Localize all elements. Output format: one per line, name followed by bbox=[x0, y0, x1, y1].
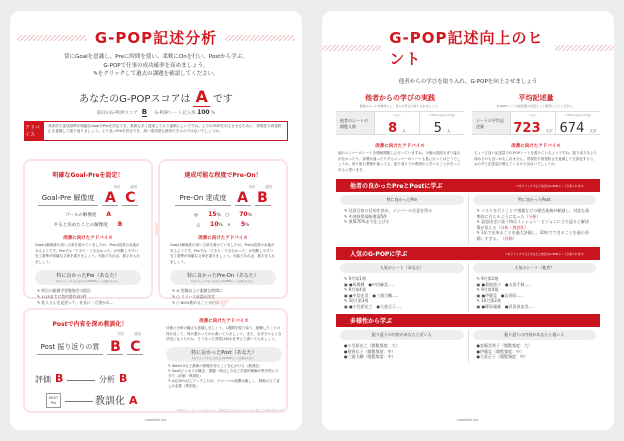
viewer-names: ▣ ●伊藤晃 ●岩田昭..... bbox=[477, 293, 593, 299]
sheet-link[interactable]: ✎ 社員合宿の目的を決め、メンバーの合意を得る bbox=[344, 208, 460, 214]
col-heading: 人気のシート（他者） bbox=[473, 263, 597, 273]
pill-sub: ✎をクリックするとあなたのG-POPシートが見られます。 bbox=[55, 280, 121, 283]
eval-value: B bbox=[55, 372, 64, 385]
footer-company: codefakt Inc. bbox=[456, 418, 480, 422]
item-tag: （評価） bbox=[500, 235, 517, 241]
stat-unit: 文字 bbox=[589, 129, 597, 133]
good-pre-post-banner bbox=[336, 179, 600, 192]
item-text: 意思決定に迷う時はミッション・ビジョンに立ち返ると解決策が見える bbox=[476, 219, 589, 230]
best-post-pill bbox=[166, 347, 282, 362]
average-advice bbox=[472, 141, 600, 175]
intro-line: 常にGoalを意識し、Preに時間を使い、柔軟にOnを行い、Postから学ぶ。 bbox=[64, 54, 248, 60]
good-post-list bbox=[473, 205, 597, 244]
grade-row bbox=[160, 191, 286, 206]
analysis-label: 分析 bbox=[99, 375, 115, 384]
stat-unit: 文字 bbox=[545, 129, 553, 133]
rate-value: 15 bbox=[208, 211, 217, 218]
viewer-names: ▣ ●小笠原宏之 ●大倉正子..... bbox=[344, 304, 460, 310]
rate-value: 5 bbox=[240, 221, 246, 228]
stat-table bbox=[472, 111, 600, 135]
lesson-label: 教訓化 bbox=[95, 396, 125, 407]
good-pre-post bbox=[336, 195, 600, 244]
person-link[interactable]: ●星野広子（閲覧頻度：中） bbox=[344, 348, 396, 354]
viewer-names: ▣ ●篠原義雄 ●沢田真由美..... bbox=[477, 304, 593, 310]
fill-rate-value: 100 bbox=[197, 108, 210, 116]
sheet-link[interactable]: ✎ ○ リリース承認が決定 bbox=[172, 294, 274, 300]
person-link[interactable]: ●大倉正子（閲覧頻度：中） bbox=[476, 354, 528, 359]
advice-text: Goalは解像度の高い文章を書けていましたが、Preは改善の余地があるようです。Preでは「できた・できなかった」が判断しやすい完了基準が明確な文章を書きましょう。可能であれば、数字を入れましょう。 bbox=[35, 243, 140, 264]
stat-unit: 人 bbox=[402, 129, 406, 133]
popular-you-col bbox=[336, 263, 469, 312]
rate-unit: % bbox=[218, 223, 223, 228]
item-text: ぐるりを行うことで週報などの報告業務が軽減し、対話も効率的に行えるようになった bbox=[476, 208, 590, 219]
hints-page bbox=[322, 11, 614, 430]
page-title-row bbox=[322, 27, 614, 69]
sheet-link[interactable]: ✎ 明日の総務学習勉強会の提出 bbox=[37, 288, 139, 294]
pill-title: 特に良かったPost（あなた） bbox=[191, 349, 257, 356]
grade-row bbox=[25, 340, 155, 355]
advice-text: ちょうど良い記述量でG-POPシートを書けているようですね。振り返りをより深めるのも良いかもしれません。再現性や再発防止を意識して言語化すると、おのずと記述量が増えてくるのではないでしょうか。 bbox=[474, 151, 597, 166]
stats-row bbox=[322, 93, 614, 135]
pill-title: 特に良かったPre-On（あなた） bbox=[187, 273, 259, 279]
grade-prev: C bbox=[127, 340, 143, 355]
viewer-names: ▣ ●菊地恵子 ●太田千秋..... bbox=[477, 282, 593, 288]
card-title: Postで内省を深め教訓化！ bbox=[52, 321, 128, 328]
grade-prev: C bbox=[122, 191, 138, 206]
stat-value: 674 bbox=[559, 121, 585, 136]
rate-symbol: △ bbox=[196, 223, 201, 228]
flow-arrow-down bbox=[216, 300, 230, 308]
item-text: 1年で出来ることを過大評価し、10年でできることを過小評価しすぎる。 bbox=[476, 230, 589, 241]
good-post-col bbox=[469, 195, 601, 244]
head-now: 今回 bbox=[248, 185, 255, 189]
grade-label: Goal-Pre 解像度 bbox=[38, 193, 99, 206]
sub-grade: A bbox=[106, 211, 112, 218]
popular-others-col bbox=[469, 263, 601, 312]
intro-line: ✎をクリックして過去の課題を確認してください。 bbox=[93, 71, 219, 77]
stat-row-label: シートの平均記述量 bbox=[472, 112, 510, 134]
advice-heading: 改善に向けたアドバイス bbox=[511, 144, 561, 149]
best-post-list bbox=[160, 362, 288, 389]
advice-text: 具体的で達成基準が明確なGoalやPreを設定でき、業務も多く達成しており素晴らしいですね。よりG-POPを向上させるために、再現性や再発防止を意識して振り返りましょう。より良いPreを設定でき、高い達成度も維持できるのではないでしょうか。 bbox=[48, 123, 282, 133]
lesson-grade bbox=[95, 392, 138, 407]
rate-symbol: ○ bbox=[225, 213, 230, 218]
col-heading: 振り返りの内容があなたと近い人 bbox=[340, 330, 464, 340]
grade-row bbox=[25, 191, 151, 206]
score-suffix: です bbox=[212, 93, 233, 105]
stat-you bbox=[510, 112, 555, 134]
near-list bbox=[340, 340, 464, 363]
lesson-value: A bbox=[129, 394, 138, 407]
head-prev: 前回 bbox=[134, 332, 141, 336]
far-list bbox=[473, 340, 597, 363]
grade-label: Post 振り返りの質 bbox=[37, 342, 104, 355]
sheet-link[interactable]: ✎ 執筆70%まで仕上げる bbox=[344, 219, 460, 225]
eval-label: 評価 bbox=[35, 375, 51, 384]
stat-avg bbox=[419, 112, 464, 134]
flow-line bbox=[65, 401, 93, 402]
fill-rate-unit: % bbox=[211, 110, 216, 116]
col-head: G-POP全社員の平均値 bbox=[429, 114, 455, 117]
analysis-value: B bbox=[119, 372, 128, 385]
pill-sub: ✎をクリックするとあなたのG-POPシートが見られます。 bbox=[191, 356, 257, 360]
page-title-row bbox=[10, 27, 302, 48]
grade-head bbox=[25, 332, 155, 337]
stat-table bbox=[336, 111, 464, 135]
card-title: 明確なGoal-Preを設定！ bbox=[52, 172, 124, 179]
sheet-link[interactable]: ✎ 1/15までに契約書作成3件 bbox=[37, 294, 139, 300]
section-title: 人気のG-POPに学ぶ bbox=[350, 251, 408, 258]
head-prev: 前回 bbox=[130, 185, 137, 189]
col-head: あなた bbox=[529, 114, 537, 117]
flow-line bbox=[67, 380, 95, 381]
stat-desc: G-POPシートの記述量の目安として参考にしてください。 bbox=[496, 104, 576, 108]
advice-text: 他のメンバーのシートを積極閲覧しに行っていますね。今後は普段あまり接点がなかったり、部署が違ったりするメンバーのシートも見に行ってはどうでしょうか。取り組む業務が違っても、振り返りでの教訓から学べることがきっとあると思います。 bbox=[338, 151, 461, 172]
popular-you-list bbox=[340, 273, 464, 312]
viewer-names: ▣ ●中島宏美 ●三浦大輔..... bbox=[344, 293, 460, 299]
advice-text: Goalは解像度の高い文章を書けていましたが、Preは改善の余地があるようです。Preでは「できた・できなかった」が判断しやすい完了基準が明確な文章を書きましょう。可能であれば、数字を入れましょう。 bbox=[170, 243, 275, 264]
good-pre-list bbox=[340, 205, 464, 228]
grade-prev: B bbox=[255, 191, 271, 206]
person-link[interactable]: ●安藤美智子（閲覧頻度：大） bbox=[476, 343, 532, 348]
page-subtitle: 他者からの学びを取り入れ、G-POPを向上させましょう bbox=[398, 79, 538, 85]
eval-grade bbox=[35, 372, 63, 385]
pill-sub: ✎をクリックするとあなたのG-POPシートが見られます。 bbox=[190, 280, 256, 283]
week-link[interactable]: ✎ 10月第2週 bbox=[477, 298, 593, 304]
page-title: G-POP記述向上のヒント bbox=[389, 29, 544, 68]
head-now: 今回 bbox=[117, 332, 124, 336]
ai-note: ※AIがサジェストしているものです。内容は必ずしも本人のものとは一致しない場合があります。 bbox=[176, 409, 286, 412]
item-tag: （分析） bbox=[524, 213, 541, 219]
grade-now: B bbox=[107, 340, 123, 355]
advice-heading: 改善に向けたアドバイス bbox=[63, 236, 113, 241]
title-decoration bbox=[17, 35, 87, 41]
card-title: 達成可能な程度でPre-On！ bbox=[184, 172, 262, 179]
stat-value: 8 bbox=[388, 121, 398, 136]
post-advice-column bbox=[160, 310, 288, 389]
stat-avg bbox=[555, 112, 600, 134]
sub-grade-label: ゴールの解像度 bbox=[64, 213, 97, 218]
col-head: あなた bbox=[393, 114, 401, 117]
analysis-grade bbox=[99, 372, 127, 385]
title-decoration bbox=[322, 45, 381, 51]
rate-value: 70 bbox=[239, 211, 248, 218]
sheet-link[interactable] bbox=[477, 230, 593, 241]
prev-score-label: 前回のG-POPスコア bbox=[96, 110, 138, 116]
week-link[interactable]: ✎ 9月第1週 bbox=[344, 276, 460, 282]
grade-now: A bbox=[102, 191, 118, 206]
sheet-link[interactable] bbox=[477, 219, 593, 230]
col-heading: 特に良かったPost bbox=[473, 195, 597, 205]
advice-heading: 改善に向けたアドバイス bbox=[375, 144, 425, 149]
pre-on-card bbox=[158, 159, 288, 305]
next-pre-box: NEXT Pre bbox=[46, 393, 61, 408]
rate-value: 10 bbox=[210, 221, 219, 228]
diversity-lists bbox=[336, 330, 600, 363]
section-note: ✎をクリックするとあなたと他者のG-POPシートが見られます。 bbox=[505, 251, 586, 256]
practice-advice bbox=[336, 141, 464, 175]
fill-rate-label: G-POPシート記入率 bbox=[154, 110, 196, 116]
sub-grades bbox=[25, 210, 151, 230]
col-heading: 特に良かったPre bbox=[340, 195, 464, 205]
sheet-link[interactable]: ✎ A社20%以上アップしたが、グローバル展開は厳しく、戦略の立て直しが必要（教訓化） bbox=[168, 379, 280, 389]
stat-value: 5 bbox=[433, 121, 442, 136]
week-link[interactable]: ✎ 9月第4週 bbox=[477, 287, 593, 293]
stat-title: 平均記述量 bbox=[518, 94, 554, 102]
grade-now: A bbox=[235, 191, 251, 206]
advice-heading: 改善に向けたアドバイス bbox=[199, 319, 249, 324]
week-link[interactable]: ✎ 9月第2週 bbox=[477, 276, 593, 282]
intro-line: G-POPで仕事の成功確率を高めましょう。 bbox=[103, 62, 209, 69]
sheet-link[interactable]: ✎ ○ 80%進めることが出来た bbox=[172, 300, 274, 306]
sheet-link[interactable]: ✎ 中途採用面接書面5件 bbox=[344, 214, 460, 220]
person-link[interactable]: ●三浦大輔（閲覧頻度：中） bbox=[344, 354, 396, 359]
gpop-score bbox=[10, 87, 302, 106]
far-col bbox=[469, 330, 601, 363]
stat-value: 723 bbox=[513, 121, 541, 136]
stat-unit: 人 bbox=[446, 129, 451, 133]
section-title: 他者の良かったPreとPostに学ぶ bbox=[350, 183, 443, 190]
item-tag: （分析・教訓化） bbox=[496, 224, 529, 230]
practice-stat bbox=[336, 93, 464, 135]
popular-others-list bbox=[473, 273, 597, 312]
title-decoration bbox=[555, 45, 614, 51]
rate-symbol: ◎ bbox=[194, 213, 199, 218]
sub-grade-label: やると決めたことの解像度 bbox=[53, 223, 108, 228]
post-card bbox=[23, 308, 288, 413]
advice-text: 評価と分析の観点も意識しましょう。1週間を振り返り、経験したことの何が良くて、何が悪かったのか書いてみましょう。また、なぜそのような状況になったのか、そうなった背景は何かを考えて書いてみましょう。 bbox=[166, 326, 282, 341]
rate-unit: % bbox=[245, 223, 250, 228]
sheet-link[interactable]: ✎ SaaSビジネスの概念・課題・伸ばし方など多面的理解が集中的にできた（評価・教訓化） bbox=[168, 369, 280, 379]
achievement-rates bbox=[160, 210, 286, 230]
grade-label: Pre-On 達成度 bbox=[175, 193, 230, 206]
best-pre-list bbox=[25, 285, 151, 306]
week-link[interactable]: ✎ 10月第3週 bbox=[344, 298, 460, 304]
pill-title: 特に良かったPre（あなた） bbox=[56, 273, 120, 279]
popular-sheets bbox=[336, 263, 600, 312]
sheet-link[interactable]: ✎ ◎ 想像以上に素敵な時間に bbox=[172, 288, 274, 294]
sheet-link[interactable]: ✎ 拡人さんを見習って、社長に一言書かれ... bbox=[37, 300, 139, 306]
col-head: G-POP全社員の平均値 bbox=[565, 114, 591, 117]
stat-row-label: 他者のシートの閲覧人数 bbox=[336, 112, 374, 134]
col-heading: 振り返りの内容があなたと遠い人 bbox=[473, 330, 597, 340]
analysis-page bbox=[10, 11, 302, 430]
title-decoration bbox=[225, 35, 295, 41]
sheet-link[interactable]: ✎ Web3.0など最新の情報を得ることを心がける（教訓化） bbox=[168, 364, 280, 369]
viewer-names: ▣ ●馬場健 ●中田麻美..... bbox=[344, 282, 460, 288]
person-link[interactable]: ●伊藤晃（閲覧頻度：中） bbox=[476, 348, 524, 354]
head-prev: 前回 bbox=[265, 185, 272, 189]
advice-label: アドバイス bbox=[25, 122, 44, 140]
head-now: 今回 bbox=[113, 185, 120, 189]
near-col bbox=[336, 330, 469, 363]
goal-pre-card bbox=[23, 159, 153, 305]
page-title: G-POP記述分析 bbox=[94, 29, 218, 47]
prev-score-grade: B bbox=[141, 107, 148, 116]
diversity-banner bbox=[336, 314, 600, 327]
average-stat bbox=[472, 93, 600, 135]
intro-text bbox=[10, 53, 302, 79]
best-pre-on-pill bbox=[170, 270, 276, 285]
week-link[interactable]: ✎ 9月第4週 bbox=[344, 287, 460, 293]
rate-symbol: × bbox=[227, 223, 231, 228]
col-heading: 人気のシート（あなた） bbox=[340, 263, 464, 273]
stat-advice-row bbox=[322, 141, 614, 175]
sub-grade: B bbox=[117, 221, 123, 228]
section-title: 多様性から学ぶ bbox=[350, 318, 393, 325]
stat-you bbox=[374, 112, 419, 134]
advice-box bbox=[24, 121, 288, 141]
good-pre-col bbox=[336, 195, 469, 244]
footer-company: codefakt Inc. bbox=[144, 418, 168, 422]
rate-unit: % bbox=[216, 213, 221, 218]
popular-banner bbox=[336, 247, 600, 260]
sheet-link[interactable] bbox=[477, 208, 593, 219]
stat-title: 他者からの学びの実践 bbox=[365, 94, 435, 102]
score-grade: A bbox=[195, 86, 208, 106]
stat-desc: 他者のシートを参考にし、自らの学びに取り入れましょう。 bbox=[359, 104, 441, 108]
previous-score bbox=[10, 108, 302, 116]
person-link[interactable]: ●小笠原宏之（閲覧頻度：大） bbox=[344, 343, 400, 348]
rate-unit: % bbox=[247, 213, 252, 218]
section-note: ✎をクリックすると他者のG-POPシートが見られます。 bbox=[516, 183, 586, 188]
best-pre-pill bbox=[35, 270, 141, 285]
advice-heading: 改善に向けたアドバイス bbox=[198, 236, 248, 241]
score-prefix: あなたのG-POPスコアは bbox=[79, 93, 191, 105]
